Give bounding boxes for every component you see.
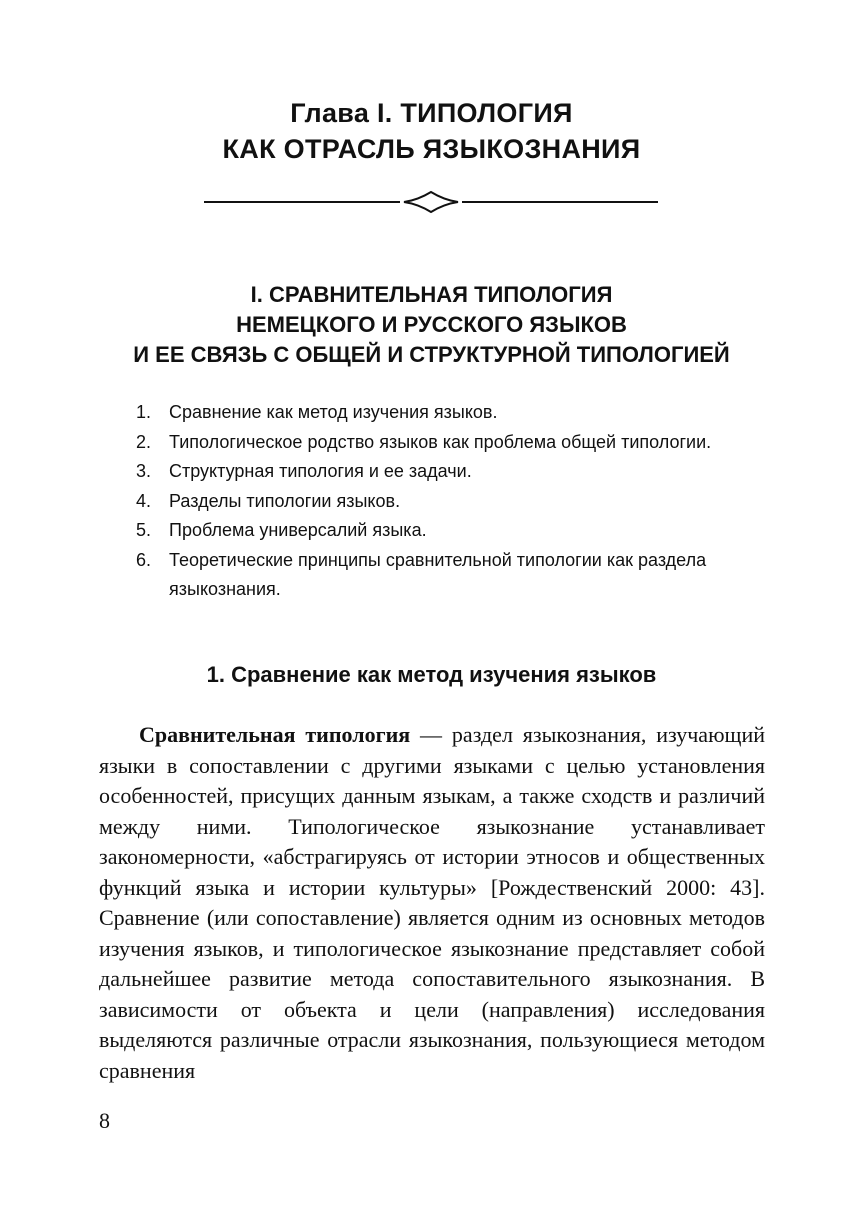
contents-item-text: Теоретические принципы сравнительной типологии как раздела языкознания. <box>169 549 707 599</box>
contents-item <box>136 398 786 428</box>
contents-item-text: Сравнение как метод изучения языков. <box>169 402 498 422</box>
paragraph-term: Сравнительная типология <box>139 722 411 747</box>
contents-item-number: 3. <box>136 461 152 481</box>
contents-item-text: Типологическое родство языков как проблема общей типологии. <box>169 431 712 452</box>
contents-item-number: 6. <box>136 549 152 570</box>
section-title <box>0 280 863 370</box>
body-paragraph <box>99 720 765 1086</box>
ornament-divider <box>204 190 658 214</box>
paragraph-text: — раздел языкознания, изучающий языки в сопоставлении с другими языками с целью установления особенностей, присущих данным языкам, а также сходств и различий между ними. Типологическое языкознание устанавливает закономерности, «абстрагируясь от истории этносов и общественных функций языка и истории культуры» [Рождественский 2000: 43]. Сравнение (или сопоставление) является одним из основных методов изучения языков, и типологическое языкознание представляет собой дальнейшее развитие метода сопоставительного языкознания. В зависимости от объекта и цели (направления) исследования выделяются различные отрасли языкознания, пользующиеся методом сравнения <box>99 722 765 1083</box>
contents-item <box>136 546 786 605</box>
contents-item-text: Структурная типология и ее задачи. <box>169 461 472 481</box>
section-contents-list <box>136 398 786 605</box>
contents-item-number: 4. <box>136 490 152 511</box>
chapter-title-line-1: Глава I. ТИПОЛОГИЯ <box>290 98 573 128</box>
contents-item-number: 2. <box>136 431 152 452</box>
contents-item <box>136 516 786 546</box>
divider-diamond-icon <box>404 192 458 212</box>
contents-item <box>136 487 786 517</box>
chapter-title-line-2: КАК ОТРАСЛЬ ЯЗЫКОЗНАНИЯ <box>222 134 641 164</box>
contents-item-number: 1. <box>136 402 152 422</box>
page-number: 8 <box>99 1108 110 1133</box>
section-title-line-2: НЕМЕЦКОГО И РУССКОГО ЯЗЫКОВ <box>236 312 627 337</box>
section-title-line-3: И ЕЕ СВЯЗЬ С ОБЩЕЙ И СТРУКТУРНОЙ ТИПОЛОГИЕЙ <box>133 342 730 367</box>
contents-item-text: Проблема универсалий языка. <box>169 520 427 540</box>
subsection-title: 1. Сравнение как метод изучения языков <box>206 662 657 687</box>
section-title-line-1: I. СРАВНИТЕЛЬНАЯ ТИПОЛОГИЯ <box>250 282 613 307</box>
contents-item <box>136 457 786 487</box>
contents-item-number: 5. <box>136 520 152 540</box>
chapter-title <box>0 95 863 167</box>
contents-item <box>136 428 786 458</box>
contents-item-text: Разделы типологии языков. <box>169 490 401 511</box>
